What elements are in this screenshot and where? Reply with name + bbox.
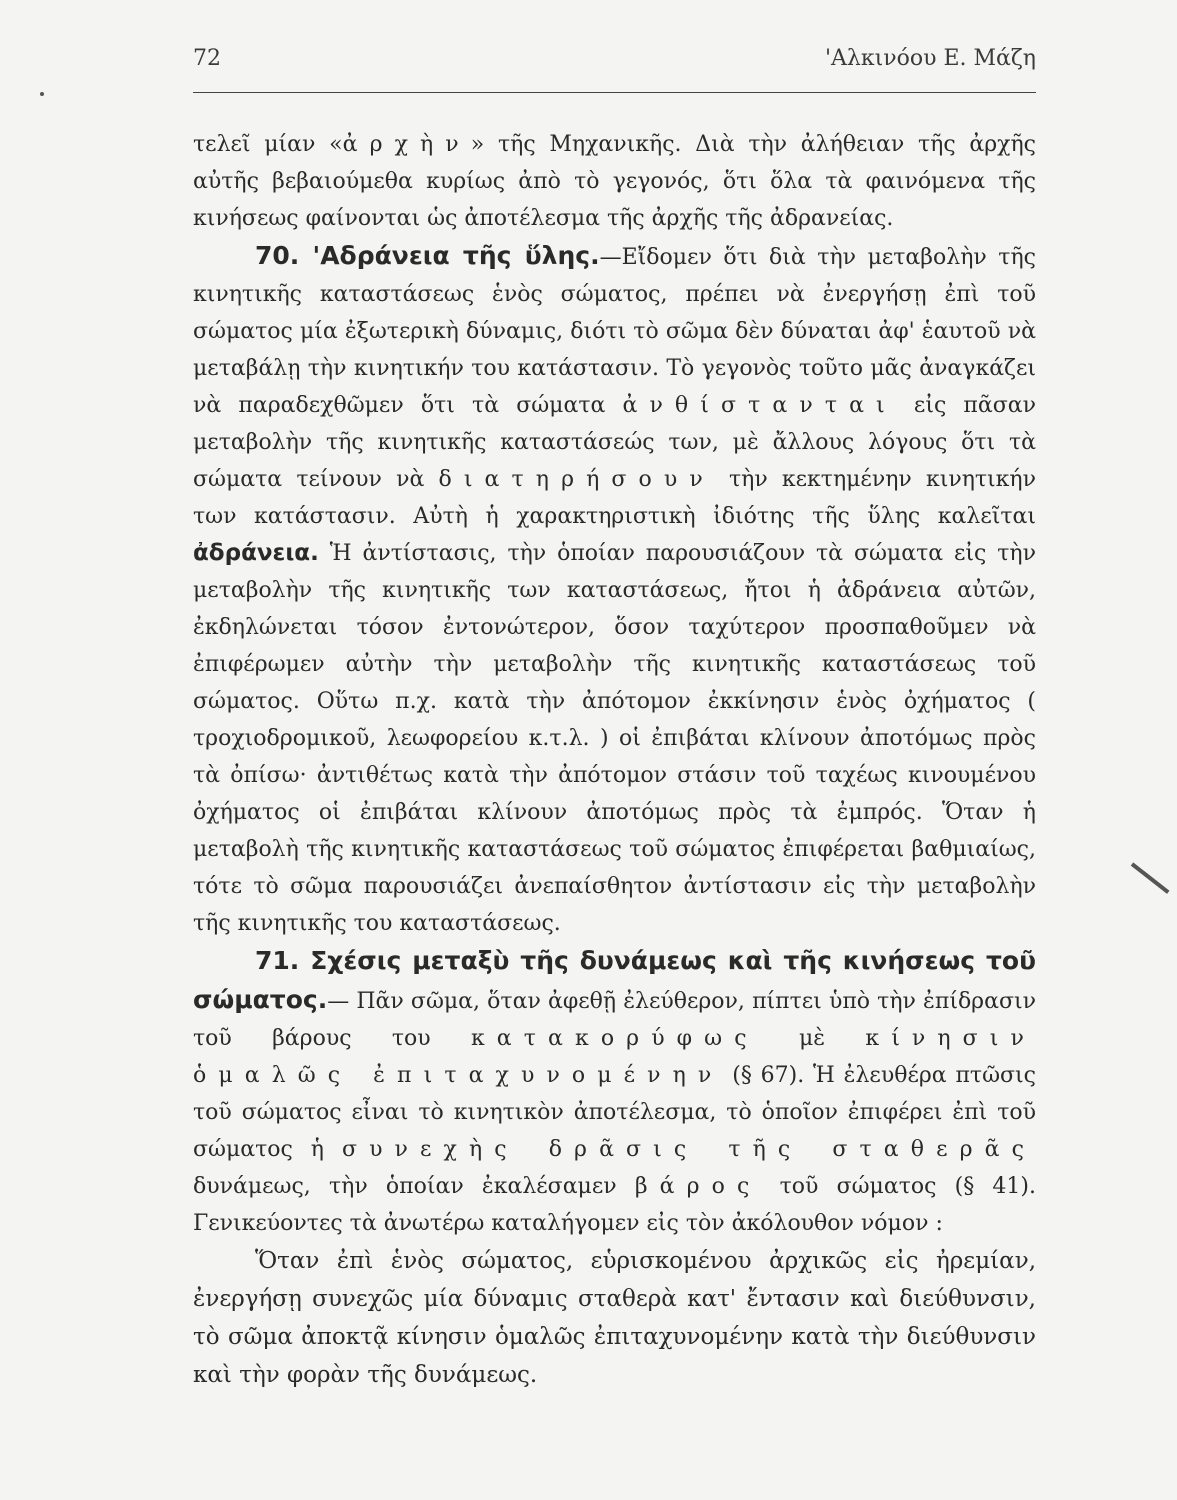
s70-spaced-1: ἀνθίστανται — [622, 393, 897, 418]
law-statement: Ὅταν ἐπὶ ἑνὸς σώματος, εὑρισκομένου ἀρχικῶς εἰς ἠρεμίαν, ἐνεργήσῃ συνεχῶς μία δύναμις σταθερὰ κατ' ἔντασιν καὶ διεύθυνσιν, τὸ σῶμα ἀποκτᾷ κίνησιν ὁμαλῶς ἐπιταχυνομένην κατὰ τὴν διεύθυνσιν καὶ τὴν φορὰν τῆς δυνάμεως. — [193, 1248, 1036, 1388]
intro-spaced-term: ἀρχὴν — [342, 132, 471, 157]
s71-spaced-3: συνεχὴς δρᾶσις τῆς σταθερᾶς — [341, 1137, 1036, 1162]
intro-text-2: » τῆς Μηχανικῆς. Διὰ τὴν ἀλήθειαν τῆς ἀρχῆς αὐτῆς βεβαιούμεθα κυρίως ἀπὸ τὸ γεγονός, ὅτι ὅλα τὰ φαινόμενα τῆς κινήσεως φαίνονται ὡς ἀποτέλεσμα τῆς ἀρχῆς τῆς ἀδρανείας. — [193, 132, 1036, 231]
section-71-paragraph — [193, 942, 1036, 1242]
s71-text-2: μὲ — [758, 1026, 866, 1051]
s71-text-1: — Πᾶν σῶμα, ὅταν ἀφεθῇ ἐλεύθερον, πίπτει ὑπὸ τὴν ἐπίδρασιν τοῦ βάρους του — [193, 989, 1036, 1051]
s71-text-3: (§ 67). Ἡ ἐλευθέρα πτῶσις τοῦ σώματος εἶναι τὸ κινητικὸν ἀποτέλεσμα, τὸ ὁποῖον ἐπιφέρει ἐπὶ τοῦ σώματος ἡ — [193, 1063, 1036, 1162]
s71-spaced-2: κίνησιν ὁμαλῶς ἐπιταχυνομένην — [193, 1026, 1036, 1088]
s70-text-2: εἰς πᾶσαν μεταβολὴν τῆς κινητικῆς καταστάσεώς των, μὲ ἄλλους λόγους ὅτι τὰ σώματα τείνουν νὰ — [193, 393, 1036, 492]
header-rule — [193, 92, 1036, 93]
section-70-paragraph — [193, 237, 1036, 942]
margin-mark — [40, 92, 44, 96]
s70-text-4: Ἡ ἀντίστασις, τὴν ὁποίαν παρουσιάζουν τὰ σώματα εἰς τὴν μεταβολὴν τῆς κινητικῆς των καταστάσεως, ἤτοι ἡ ἀδράνεια αὐτῶν, ἐκδηλώνεται τόσον ἐντονώτερον, ὅσον ταχύτερον προσπαθοῦμεν νὰ ἐπιφέρωμεν αὐτὴν τὴν μεταβολὴν τῆς κινητικῆς καταστάσεως τοῦ σώματος. Οὕτω π.χ. κατὰ τὴν ἀπότομον ἐκκίνησιν ἑνὸς ὀχήματος ( τροχιοδρομικοῦ, λεωφορείου κ.τ.λ. ) οἱ ἐπιβάται κλίνουν ἀποτόμως πρὸς τὰ ὀπίσω· ἀντιθέτως κατὰ τὴν ἀπότομον στάσιν τοῦ ταχέως κινουμένου ὀχήματος οἱ ἐπιβάται κλίνουν ἀποτόμως πρὸς τὰ ἐμπρός. Ὅταν ἡ μεταβολὴ τῆς κινητικῆς καταστάσεως τοῦ σώματος ἐπιφέρεται βαθμιαίως, τότε τὸ σῶμα παρουσιάζει ἀνεπαίσθητον ἀντίστασιν εἰς τὴν μεταβολὴν τῆς κινητικῆς του καταστάσεως. — [193, 541, 1036, 936]
s71-spaced-1: κατακορύφως — [470, 1026, 759, 1051]
running-title: 'Αλκινόου Ε. Μάζη — [824, 46, 1036, 71]
intro-paragraph — [193, 126, 1036, 237]
s71-spaced-4: βάρος — [634, 1174, 762, 1199]
s71-text-4: δυνάμεως, τὴν ὁποίαν ἐκαλέσαμεν — [193, 1174, 635, 1199]
section-70-heading: 70. 'Αδράνεια τῆς ὕλης. — [255, 241, 600, 270]
page-header — [193, 46, 1036, 86]
s71-text-5: τοῦ σώματος (§ 41). Γενικεύοντες τὰ ἀνωτέρω καταλήγομεν εἰς τὸν ἀκόλουθον νόμον : — [193, 1174, 1036, 1236]
section-71-heading: 71. Σχέσις μεταξὺ τῆς δυνάμεως καὶ τῆς κινήσεως τοῦ σώματος. — [193, 946, 1036, 1014]
page-number: 72 — [193, 46, 221, 71]
stray-pen-mark — [1131, 862, 1170, 893]
s70-spaced-2: διατηρήσουν — [438, 467, 715, 492]
s70-text-1: —Εἴδομεν ὅτι διὰ τὴν μεταβολὴν τῆς κινητικῆς καταστάσεως ἑνὸς σώματος, πρέπει νὰ ἐνεργήσῃ ἐπὶ τοῦ σώματος μία ἐξωτερικὴ δύναμις, διότι τὸ σῶμα δὲν δύναται ἀφ' ἑαυτοῦ νὰ μεταβάλῃ τὴν κινητικήν του κατάστασιν. Τὸ γεγονὸς τοῦτο μᾶς ἀναγκάζει νὰ παραδεχθῶμεν ὅτι τὰ σώματα — [193, 245, 1036, 418]
s70-bold-term: ἀδράνεια. — [193, 540, 319, 566]
s70-text-3: τὴν κεκτημένην κινητικήν των κατάστασιν. Αὐτὴ ἡ χαρακτηριστικὴ ἰδιότης τῆς ὕλης καλεῖται — [193, 467, 1036, 529]
body-text — [193, 126, 1036, 1394]
intro-text-1: τελεῖ μίαν « — [193, 132, 343, 157]
